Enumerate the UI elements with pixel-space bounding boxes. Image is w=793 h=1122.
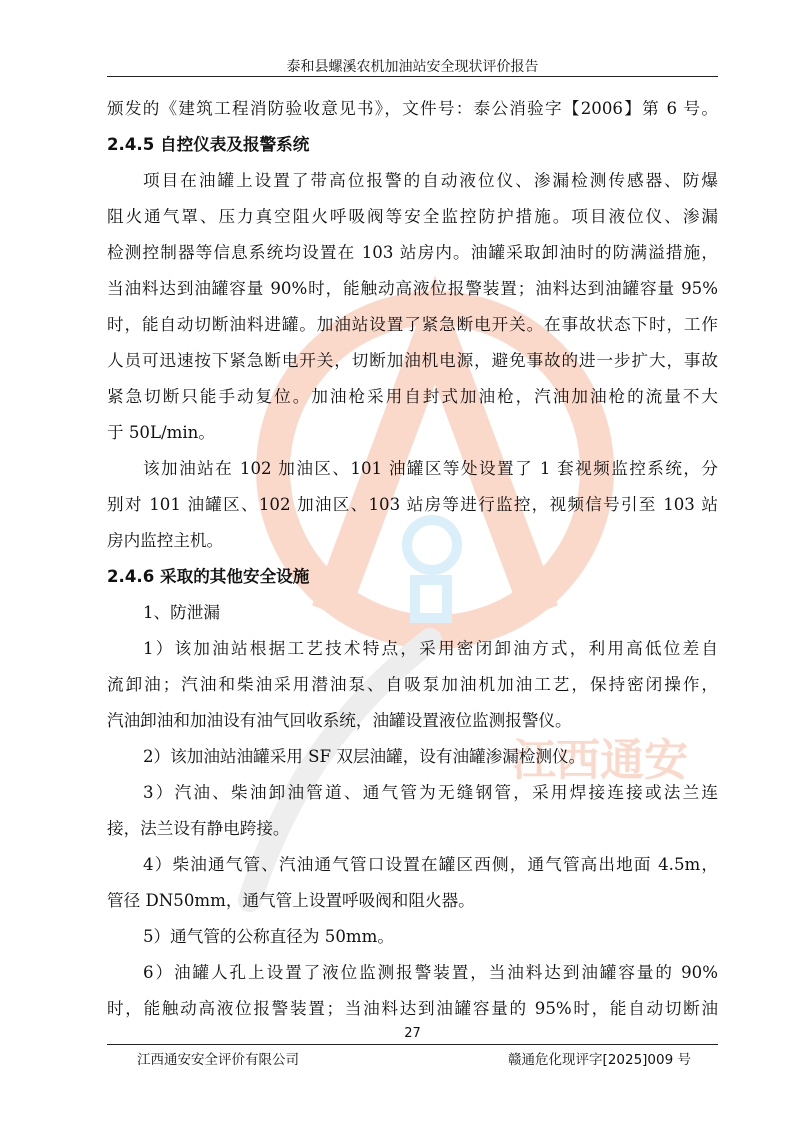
text-line: 管径 DN50mm，通气管上设置呼吸阀和阻火器。 <box>107 891 475 910</box>
text-line: 时，能自动切断油料进罐。加油站设置了紧急断电开关。在事故状态下时，工作 <box>107 315 718 334</box>
text-line: 紧急切断只能手动复位。加油枪采用自封式加油枪，汽油加油枪的流量不大 <box>107 387 718 406</box>
header-title: 泰和县螺溪农机加油站安全现状评价报告 <box>286 59 539 75</box>
text-line: 当油料达到油罐容量 90%时，能触动高液位报警装置；油料达到油罐容量 95% <box>107 279 718 298</box>
text-line: 3）汽油、柴油卸油管道、通气管为无缝钢管，采用焊接连接或法兰连 <box>143 783 718 802</box>
footer-company: 江西通安安全评价有限公司 <box>137 1052 299 1068</box>
text-line: 1）该加油站根据工艺技术特点，采用密闭卸油方式，利用高低位差自 <box>143 639 718 658</box>
text-line: 项目在油罐上设置了带高位报警的自动液位仪、渗漏检测传感器、防爆 <box>143 171 718 190</box>
document-body <box>107 91 718 1027</box>
footer-doc-number: 赣通危化现评字[2025]009 号 <box>508 1052 691 1068</box>
text-line: 6）油罐人孔上设置了液位监测报警装置，当油料达到油罐容量的 90% <box>143 963 718 982</box>
header-rule <box>107 76 718 77</box>
footer-rule <box>107 1044 718 1045</box>
text-line: 检测控制器等信息系统均设置在 103 站房内。油罐采取卸油时的防满溢措施， <box>107 243 718 262</box>
text-line: 人员可迅速按下紧急断电开关，切断加油机电源，避免事故的进一步扩大，事故 <box>107 351 718 370</box>
text-line: 颁发的《建筑工程消防验收意见书》，文件号：泰公消验字【2006】第 6 号。 <box>107 99 718 118</box>
text-line: 流卸油；汽油和柴油采用潜油泵、自吸泵加油机加油工艺，保持密闭操作， <box>107 675 718 694</box>
text-line: 4）柴油通气管、汽油通气管口设置在罐区西侧，通气管高出地面 4.5m， <box>143 855 718 874</box>
page-number: 27 <box>404 1026 421 1041</box>
text-line: 汽油卸油和加油设有油气回收系统，油罐设置液位监测报警仪。 <box>107 711 572 730</box>
watermark-text: 江西通安 <box>512 735 688 786</box>
text-line: 别对 101 油罐区、102 加油区、103 站房等进行监控，视频信号引至 103 站 <box>107 495 718 514</box>
text-line: 1、防泄漏 <box>143 603 220 622</box>
text-line: 该加油站在 102 加油区、101 油罐区等处设置了 1 套视频监控系统，分 <box>143 459 718 478</box>
text-line: 于 50L/min。 <box>107 423 215 442</box>
text-line: 2）该加油站油罐采用 SF 双层油罐，设有油罐渗漏检测仪。 <box>143 747 586 766</box>
section-heading: 2.4.5 自控仪表及报警系统 <box>107 135 310 154</box>
section-heading: 2.4.6 采取的其他安全设施 <box>107 567 310 586</box>
text-line: 时，能触动高液位报警装置；当油料达到油罐容量的 95%时，能自动切断油 <box>107 999 718 1018</box>
text-line: 房内监控主机。 <box>107 531 224 550</box>
text-line: 接，法兰设有静电跨接。 <box>107 819 290 838</box>
text-line: 阻火通气罩、压力真空阻火呼吸阀等安全监控防护措施。项目液位仪、渗漏 <box>107 207 718 226</box>
text-line: 5）通气管的公称直径为 50mm。 <box>143 927 394 946</box>
